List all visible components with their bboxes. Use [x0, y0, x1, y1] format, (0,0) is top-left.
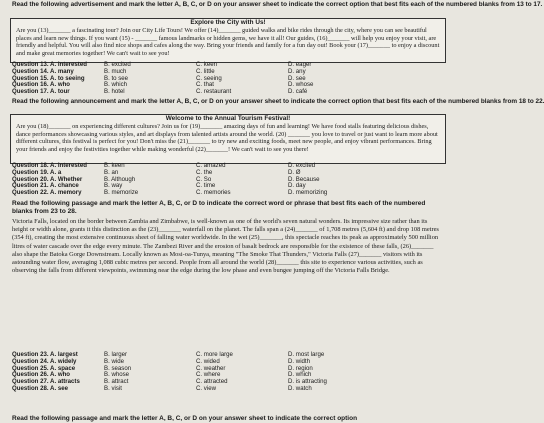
question-option: C. memories [196, 189, 231, 197]
question-option [380, 62, 442, 69]
question-option: D. day [288, 182, 306, 190]
instruction-23-28: Read the following passage and mark the letter A, B, C, or D to indicate the correct word or phrase that best fits each of the numbered blanks from 23 to 28. [12, 200, 426, 215]
question-option [380, 177, 442, 184]
question-option: C. attracted [196, 378, 228, 386]
question-option-a: Question 17. A. tour [12, 88, 70, 96]
question-option [380, 170, 442, 177]
question-option: B. whose [104, 371, 130, 379]
question-option-a: Question 24. A. widely [12, 357, 77, 365]
question-option: B. larger [104, 351, 128, 358]
question-option: D. region [288, 364, 313, 372]
question-option: C. time [196, 182, 216, 190]
questions-18-22 [12, 163, 442, 197]
question-option: D. which [288, 371, 312, 379]
instruction-18-22: Read the following announcement and mark the letter A, B, C, or D on your answer sheet to indicate the correct option that best fits each of the numbered blanks from 18 to 22. [12, 98, 544, 105]
question-option: B. excited [104, 61, 131, 68]
question-option-a: Question 27. A. attracts [12, 378, 80, 386]
question-option: D. Because [288, 175, 320, 183]
question-option: B. hotel [104, 88, 125, 96]
question-option-a: Question 28. A. see [12, 384, 68, 392]
question-option-a: Question 16. A. who [12, 81, 71, 89]
question-option-a: Question 13. A. interested [12, 61, 87, 68]
question-option-a: Question 19. A. a [12, 168, 62, 176]
question-row [12, 359, 442, 366]
question-option-a: Question 15. A. to seeing [12, 74, 85, 82]
question-row [12, 89, 442, 96]
question-option: B. much [104, 67, 127, 75]
question-option: C. seeing [196, 74, 222, 82]
question-option-a: Question 22. A. memory [12, 189, 82, 197]
question-row [12, 386, 442, 393]
question-option-a: Question 25. A. space [12, 364, 76, 372]
question-option: D. excited [288, 162, 316, 169]
question-option-a: Question 14. A. many [12, 67, 74, 75]
question-option: B. an [104, 168, 119, 176]
question-option: C. the [196, 168, 213, 176]
question-option: D. Ø [288, 168, 301, 176]
question-option [380, 82, 442, 89]
question-option: B. wide [104, 357, 124, 365]
questions-23-28 [12, 352, 442, 393]
question-row [12, 62, 442, 69]
question-option [380, 163, 442, 170]
instruction-13-17: Read the following advertisement and mark the letter A, B, C, or D on your answer sheet to indicate the correct option that best fits each of the numbered blanks from 13 to 17. [12, 1, 543, 8]
question-option [380, 190, 442, 197]
question-option [380, 352, 442, 359]
question-option: D. any [288, 67, 306, 75]
question-option: B. which [104, 81, 128, 89]
question-option [380, 366, 442, 373]
question-option: B. visit [104, 384, 122, 392]
question-option: C. little [196, 67, 215, 75]
question-option: B. to see [104, 74, 129, 82]
question-option: C. keen [196, 61, 218, 68]
question-option: D. eager [288, 61, 312, 68]
advertisement-text: Are you (13)_______ a fascinating tour? Join our City Life Tours! We offer (14)_______ guided walks and bike rides through the city, where you can see beautiful places and learn new things. If you want (15) - _______ famous landmarks or hidden gems, we have it all! Our guides, (16)_______ will help you enjoy your visit, are friendly and helpful. You will also find nice shops and cafes along the way. Bring your friends and family for a fun day out! Book your (17)_______ to enjoy a discount and make great memories together! We can't wait to see you! [16, 27, 440, 57]
instruction-next: Read the following passage and mark the letter A, B, C, or D on your answer sheet to indicate the correct option [12, 415, 358, 422]
question-row [12, 366, 442, 373]
question-option-a: Question 20. A. Whether [12, 175, 83, 183]
announcement-box [10, 114, 446, 164]
question-option: B. keen [104, 162, 125, 169]
question-option: D. memorizing [288, 189, 328, 197]
question-option: B. season [104, 364, 132, 372]
question-option: D. watch [288, 384, 312, 392]
question-option [380, 69, 442, 76]
question-option: C. where [196, 371, 221, 379]
question-option-a: Question 18. A. interested [12, 162, 87, 169]
question-option: B. attract [104, 378, 129, 386]
question-option [380, 359, 442, 366]
question-option: D. is attracting [288, 378, 327, 386]
question-option [380, 386, 442, 393]
question-row [12, 190, 442, 197]
victoria-falls-passage: Victoria Falls, located on the border between Zambia and Zimbabwe, is well-known as one of the world's seven natural wonders. Its impressive size rather than its height or width alone, grants it this distinction as the (23)_______ waterfall on the planet. The falls span a (24)_______ of 1,708 metres (5,604 ft) and drop 108 metres (354 ft), creating the most extensive continuous sheet of falling water worldwide. In the wet (25)_______, this spectacle reaches its peak as approximately 500 million litres of water cascade over the edge every minute. The Zambezi River and the erosion of basalt bedrock are responsible for the existence of these falls, (26)_______ also shape the Batoka Gorge Downstream. Locally known as Mosi-oa-Tunya, meaning "The Smoke That Thunders," Victoria Falls (27)_______ visitors with its astounding water flow, averaging 1,088 cubic metres per second. People from all around the world (28)_______ this site to experience various activities, such as observing the falls from different viewpoints, swimming near the edge during the low phase and even bungee jumping off the Victoria Falls Bridge. [12, 218, 439, 275]
question-option [380, 379, 442, 386]
question-option [380, 372, 442, 379]
question-option: C. that [196, 81, 214, 89]
question-row [12, 352, 442, 359]
question-option: C. amazed [196, 162, 226, 169]
question-option [380, 76, 442, 83]
advertisement-box [10, 18, 446, 63]
question-option: C. more large [196, 351, 233, 358]
question-option: C. restaurant [196, 88, 232, 96]
question-option: C. wided [196, 357, 220, 365]
question-option: B. Although [104, 175, 136, 183]
question-option: D. café [288, 88, 308, 96]
question-option: C. view [196, 384, 216, 392]
question-option-a: Question 26. A. who [12, 371, 71, 379]
question-option [380, 89, 442, 96]
question-option: C. weather [196, 364, 226, 372]
question-option-a: Question 21. A. chance [12, 182, 79, 190]
question-option: D. most large [288, 351, 325, 358]
question-row [12, 379, 442, 386]
questions-13-17 [12, 62, 442, 96]
question-option: D. width [288, 357, 311, 365]
question-option: B. memorize [104, 189, 139, 197]
question-option: D. whose [288, 81, 314, 89]
question-row [12, 76, 442, 83]
advertisement-title: Explore the City with Us! [190, 19, 266, 26]
announcement-title: Welcome to the Annual Tourism Festival! [165, 115, 291, 122]
announcement-text: Are you (18)_______ on experiencing different cultures? Join us for (19)_______ amazing days of fun and learning! We have food stalls featuring delicious dishes, dance performances showcasing various styles, and art displays from talented artists around the world. (20) _______ you love to travel or just want to learn more about different cultures, this festival is perfect for you! Don't miss the (21)_______ to try new and exciting foods, meet new people, and enjoy vibrant performances. Bring your friends and enjoy the festivities together while making wonderful (22)_______! We can't wait to see you there! [16, 123, 438, 153]
question-option: D. see [288, 74, 306, 82]
question-option: B. way [104, 182, 123, 190]
question-option: C. So [196, 175, 212, 183]
question-option [380, 183, 442, 190]
question-row [12, 163, 442, 170]
question-option-a: Question 23. A. largest [12, 351, 78, 358]
